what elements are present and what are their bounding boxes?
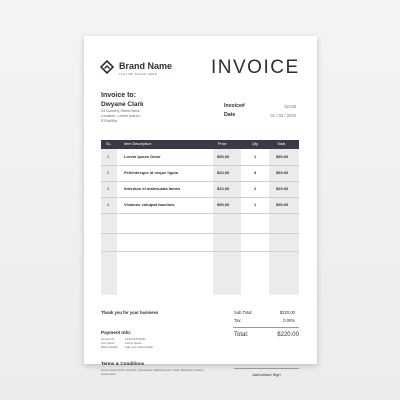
table-body [101,149,299,295]
table-row [101,165,299,182]
brand-logo-icon [100,60,114,74]
row-qty: 2 [254,186,257,191]
payment-row-value: Lorem Ipsum [125,341,142,345]
row-qty: 1 [254,202,257,207]
row-description: Pellentesque id neque ligula [124,170,178,175]
brand-name: Brand Name [119,61,173,71]
tax-label: Tax: [234,318,242,323]
invoice-number-value: 52148 [284,104,296,109]
terms-text: Lorem ipsum dolor sit amet, consectetur adipiscing elit. Fusce dignissim pretium consectetur. [101,368,204,376]
row-price: $90.00 [217,202,230,207]
header-price: Price [218,142,227,146]
invoice-number-label: Invoice# [224,103,245,109]
address-line: Location, Lorem Ipsum, [101,114,141,118]
table-row-empty [101,233,299,252]
row-total: $50.00 [276,154,289,159]
row-qty: 3 [254,170,257,175]
table-row-empty [101,213,299,234]
payment-row-value: Add your bank details [125,345,153,349]
row-sl: 2 [107,170,110,175]
total-label: Total: [234,332,249,338]
row-total: $90.00 [276,202,289,207]
header-total: Total [277,142,286,146]
terms-title: Terms & Conditions [101,361,145,366]
header-description: Item Description [124,142,152,146]
customer-address [101,109,141,124]
address-line: 24 Dummy Street Area, [101,109,141,113]
signature-line [234,368,299,369]
row-price: $10.00 [217,186,230,191]
row-qty: 1 [254,154,257,159]
header-sl: SL. [106,142,112,146]
table-row [101,149,299,166]
signature-label: Authorised Sign [252,372,281,377]
payment-info-title: Payment Info: [101,330,132,335]
row-sl: 1 [107,154,110,159]
payment-row-label: Account #: [101,337,115,341]
row-price: $50.00 [217,154,230,159]
row-description: Interdum et malesuada fames [124,186,181,191]
row-description: Lorem Ipsum Dolor [124,154,161,159]
date-value: 01 / 02 / 2020 [270,113,296,118]
date-label: Date [224,112,236,118]
row-total: $20.00 [276,186,289,191]
customer-name: Dwyane Clark [101,101,144,108]
invoice-to-label: Invoice to: [101,92,137,99]
payment-row-label: Bank Details: [101,345,119,349]
address-line: 570xx59x [101,119,118,123]
thank-you-note: Thank you for your business [101,310,159,315]
table-header [101,140,299,149]
row-description: Vivamus volutpat faucibus [124,202,175,207]
subtotal-label: Sub Total: [234,310,253,315]
row-sl: 3 [107,186,110,191]
row-total: $60.00 [276,170,289,175]
total-value: $220.00 [277,332,299,338]
subtotal-value: $220.00 [279,310,295,315]
table-row [101,197,299,214]
brand-tagline: TAGLINE SHAGE HERE [119,72,158,76]
row-price: $20.00 [217,170,230,175]
table-row [101,181,299,198]
items-table [101,140,299,295]
payment-row-label: A/C Name: [101,341,116,345]
document-title: INVOICE [211,57,300,78]
row-sl: 4 [107,202,110,207]
invoice-sheet [84,36,317,377]
total-divider [233,327,299,328]
header-qty: Qty. [252,142,259,146]
payment-row-value: 1234 5678 9012 [125,337,146,341]
tax-value: 0.00% [283,318,295,323]
